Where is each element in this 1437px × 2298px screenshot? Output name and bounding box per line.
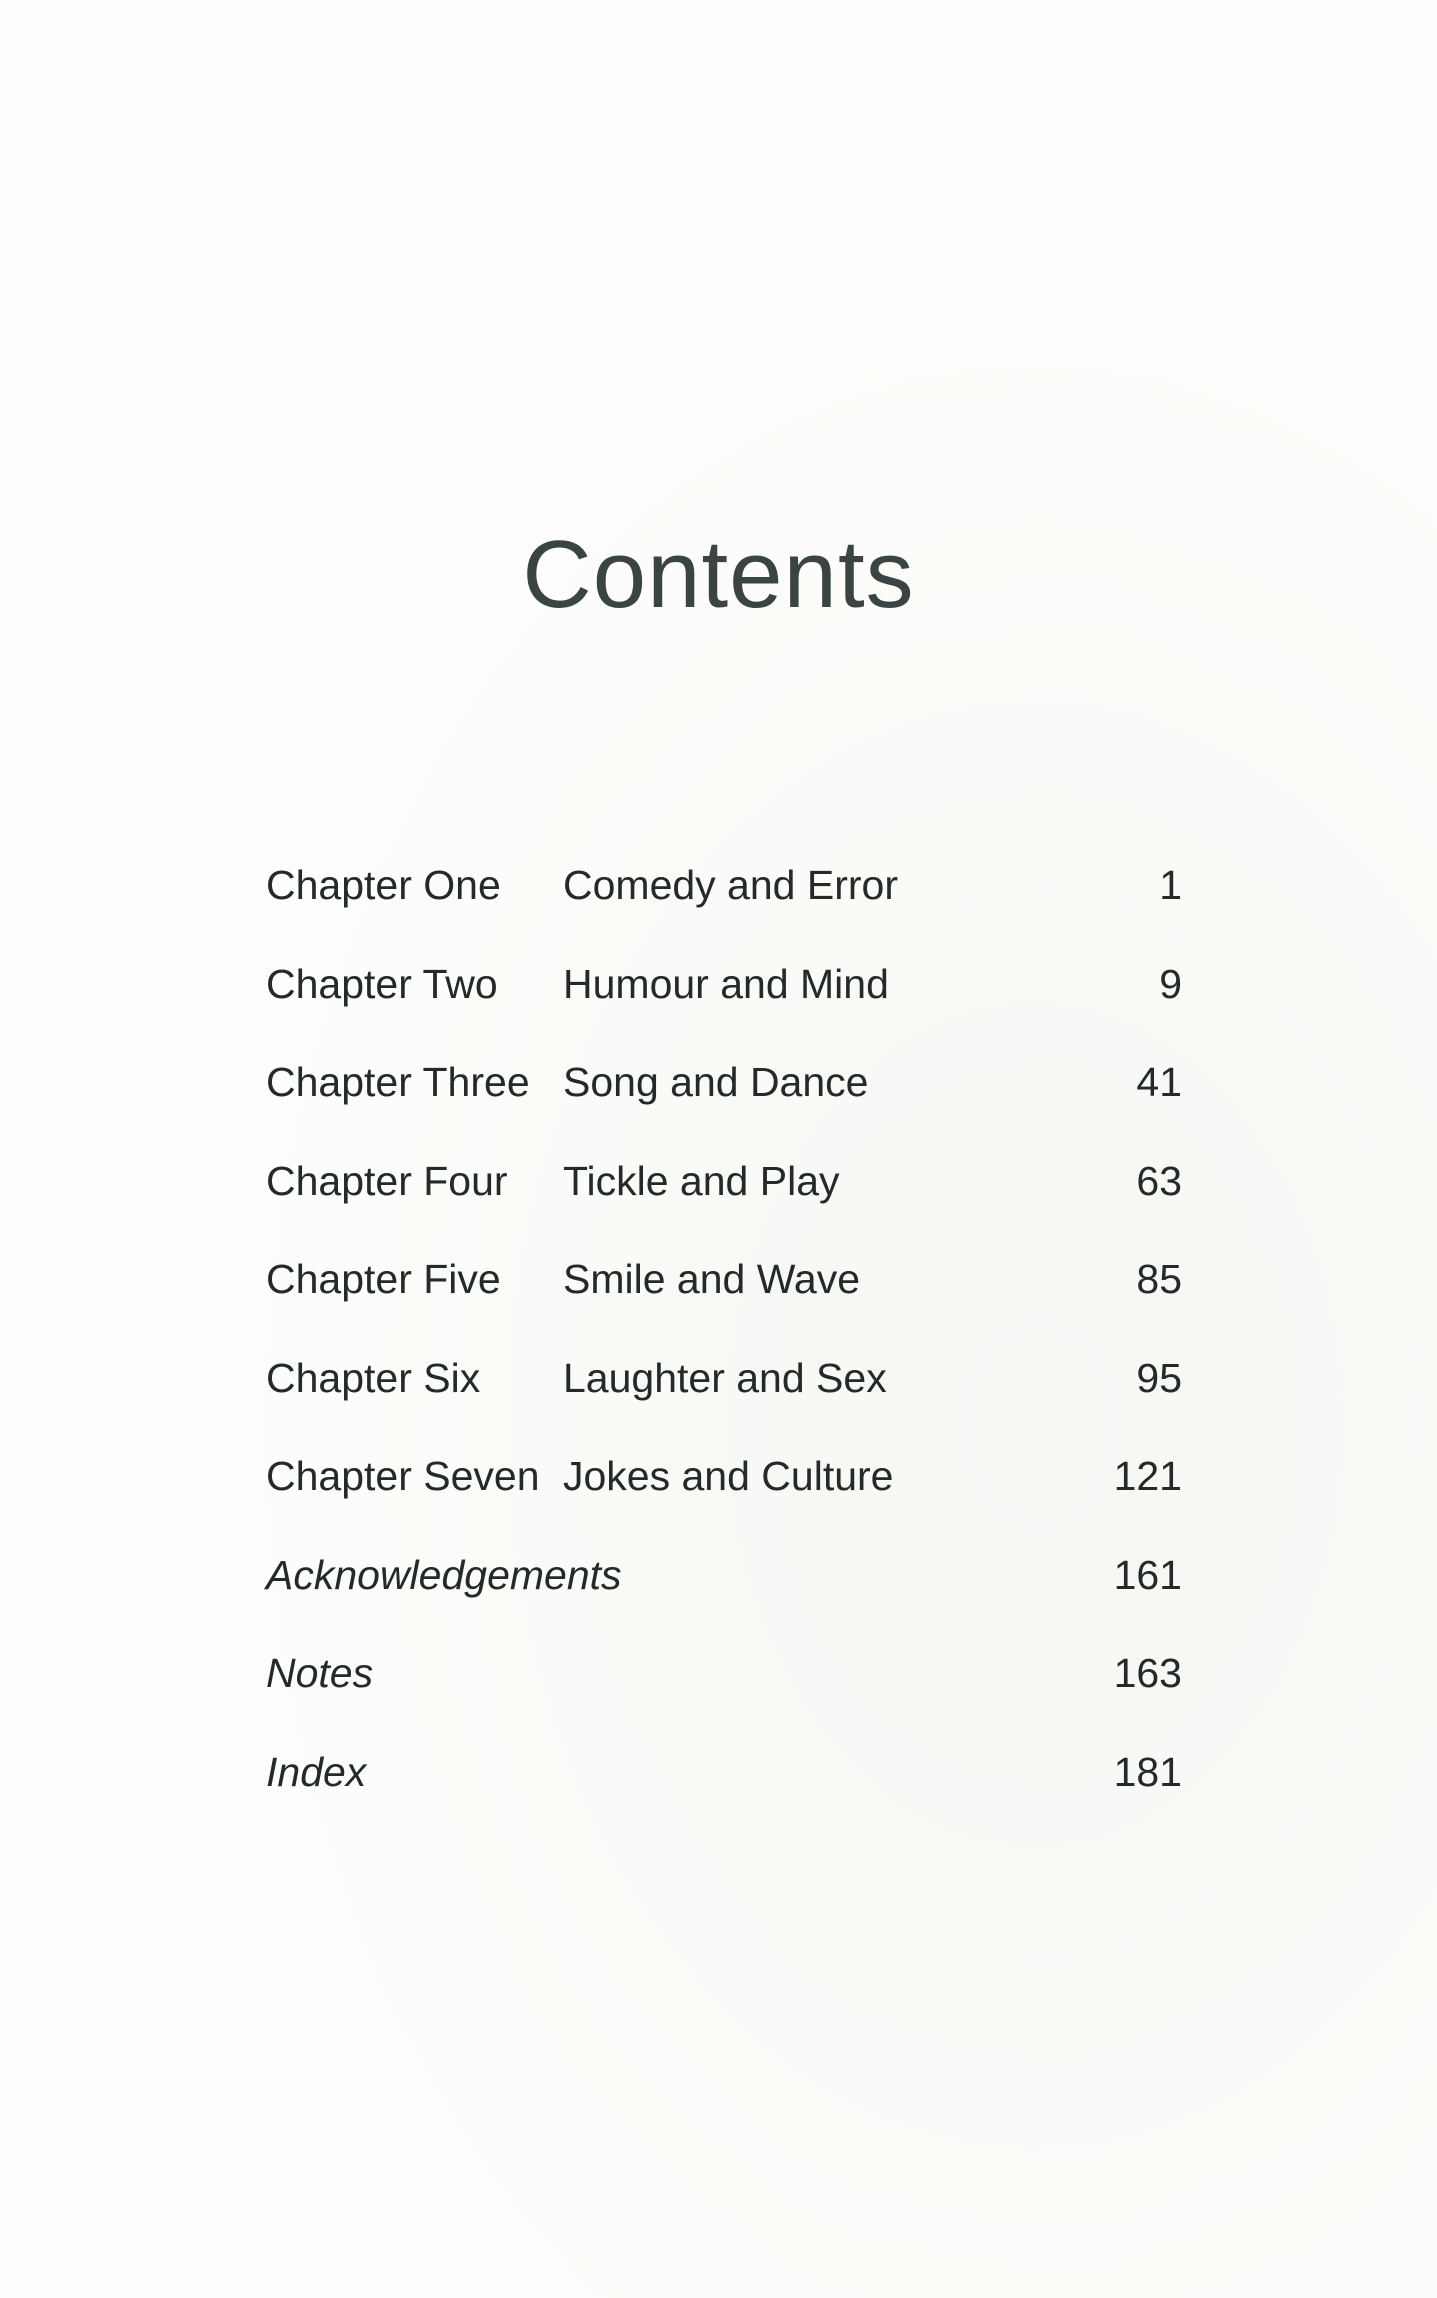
chapter-label: Chapter Six xyxy=(266,1354,481,1401)
page-number: 181 xyxy=(1113,1748,1182,1795)
table-of-contents xyxy=(266,855,1182,1840)
chapter-title: Tickle and Play xyxy=(563,1157,840,1204)
chapter-title: Comedy and Error xyxy=(563,862,898,908)
page-number: 121 xyxy=(1113,1453,1182,1499)
chapter-label: Chapter Two xyxy=(266,960,498,1007)
toc-entry-acknowledgements xyxy=(266,1545,1182,1644)
back-matter-label: Index xyxy=(266,1748,367,1795)
chapter-title: Jokes and Culture xyxy=(563,1453,894,1499)
chapter-label: Chapter One xyxy=(266,862,501,908)
toc-entry-notes xyxy=(266,1643,1182,1742)
chapter-label: Chapter Five xyxy=(266,1256,501,1302)
back-matter-label: Notes xyxy=(266,1650,374,1696)
chapter-label: Chapter Three xyxy=(266,1059,530,1105)
toc-entry-chapter-one xyxy=(266,855,1182,954)
page-number: 63 xyxy=(1136,1157,1182,1204)
page-number: 161 xyxy=(1113,1551,1182,1598)
page-title: Contents xyxy=(522,521,915,628)
toc-entry-chapter-five xyxy=(266,1249,1182,1348)
chapter-label: Chapter Seven xyxy=(266,1453,540,1499)
toc-entry-chapter-seven xyxy=(266,1446,1182,1545)
chapter-title: Song and Dance xyxy=(563,1059,869,1105)
page-number: 9 xyxy=(1159,960,1182,1007)
toc-entry-chapter-six xyxy=(266,1348,1182,1447)
page-number: 85 xyxy=(1136,1256,1182,1302)
toc-entry-chapter-two xyxy=(266,954,1182,1053)
chapter-title: Humour and Mind xyxy=(563,960,889,1007)
chapter-title: Laughter and Sex xyxy=(563,1354,887,1401)
chapter-label: Chapter Four xyxy=(266,1157,508,1204)
page-number: 163 xyxy=(1113,1650,1182,1696)
toc-entry-chapter-three xyxy=(266,1052,1182,1151)
toc-entry-index xyxy=(266,1742,1182,1841)
chapter-title: Smile and Wave xyxy=(563,1256,860,1302)
page-number: 41 xyxy=(1136,1059,1182,1105)
page-number: 95 xyxy=(1136,1354,1182,1401)
back-matter-label: Acknowledgements xyxy=(266,1551,622,1598)
page-number: 1 xyxy=(1159,862,1182,908)
toc-entry-chapter-four xyxy=(266,1151,1182,1250)
